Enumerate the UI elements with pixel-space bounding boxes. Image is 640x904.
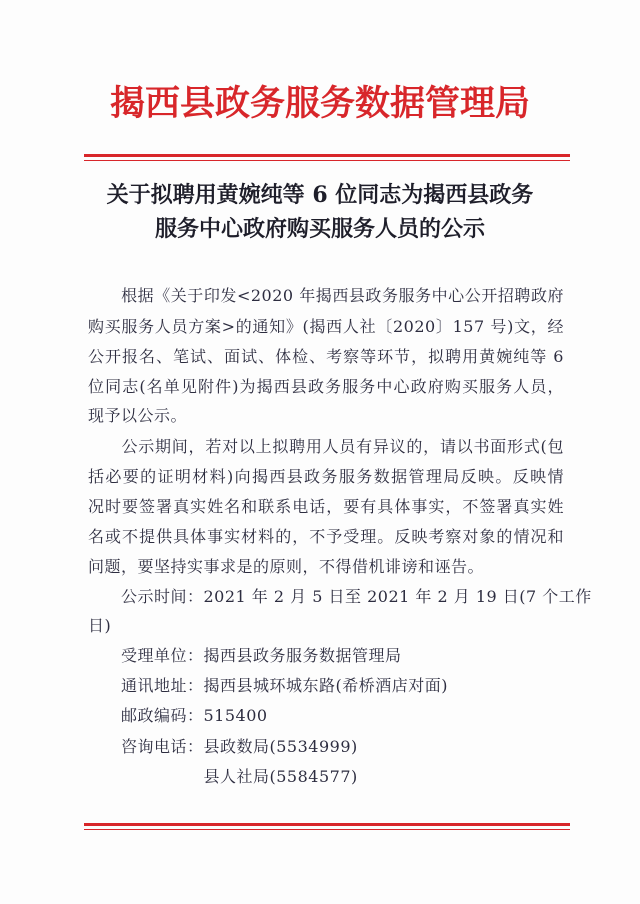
contact-address: 通讯地址：揭西县城环城东路(希桥酒店对面) bbox=[88, 676, 448, 695]
para1-line: 根据《关于印发<2020 年揭西县政务服务中心公开招聘政府 bbox=[88, 286, 564, 305]
contact-unit: 受理单位：揭西县政务服务数据管理局 bbox=[88, 646, 402, 665]
para1-line: 公开报名、笔试、面试、体检、考察等环节，拟聘用黄婉纯等 6 bbox=[88, 347, 564, 366]
document-title-line-2: 服务中心政府购买服务人员的公示 bbox=[154, 216, 485, 242]
para2-line: 名或不提供具体事实材料的，不予受理。反映考察对象的情况和 bbox=[88, 527, 564, 546]
para2-line: 况时要签署真实姓名和联系电话，要有具体事实，不签署真实姓 bbox=[88, 497, 564, 516]
document-title-line-1: 关于拟聘用黄婉纯等 6 位同志为揭西县政务 bbox=[106, 182, 534, 208]
para1-line: 购买服务人员方案>的通知》(揭西人社〔2020〕157 号)文，经 bbox=[88, 317, 564, 336]
contact-phone-2: 县人社局(5584577) bbox=[88, 767, 358, 786]
contact-phone-1: 咨询电话：县政数局(5534999) bbox=[88, 737, 358, 756]
header-divider-thick bbox=[84, 154, 570, 157]
footer-divider-thin bbox=[84, 829, 570, 830]
para1-line: 现予以公示。 bbox=[88, 406, 188, 425]
para2-line: 括必要的证明材料)向揭西县政务服务数据管理局反映。反映情 bbox=[88, 467, 564, 486]
footer-divider-thick bbox=[84, 823, 570, 826]
para1-line: 位同志(名单见附件)为揭西县政务服务中心政府购买服务人员， bbox=[88, 377, 564, 396]
para3-line: 日) bbox=[88, 616, 112, 635]
contact-postcode: 邮政编码：515400 bbox=[88, 706, 268, 725]
para2-line: 公示期间，若对以上拟聘用人员有异议的，请以书面形式(包 bbox=[88, 437, 564, 456]
para3-line: 公示时间：2021 年 2 月 5 日至 2021 年 2 月 19 日(7 个工作 bbox=[88, 587, 592, 606]
para2-line: 问题，要坚持实事求是的原则，不得借机诽谤和诬告。 bbox=[88, 557, 485, 576]
header-divider-thin bbox=[84, 160, 570, 161]
org-header: 揭西县政务服务数据管理局 bbox=[109, 83, 530, 124]
